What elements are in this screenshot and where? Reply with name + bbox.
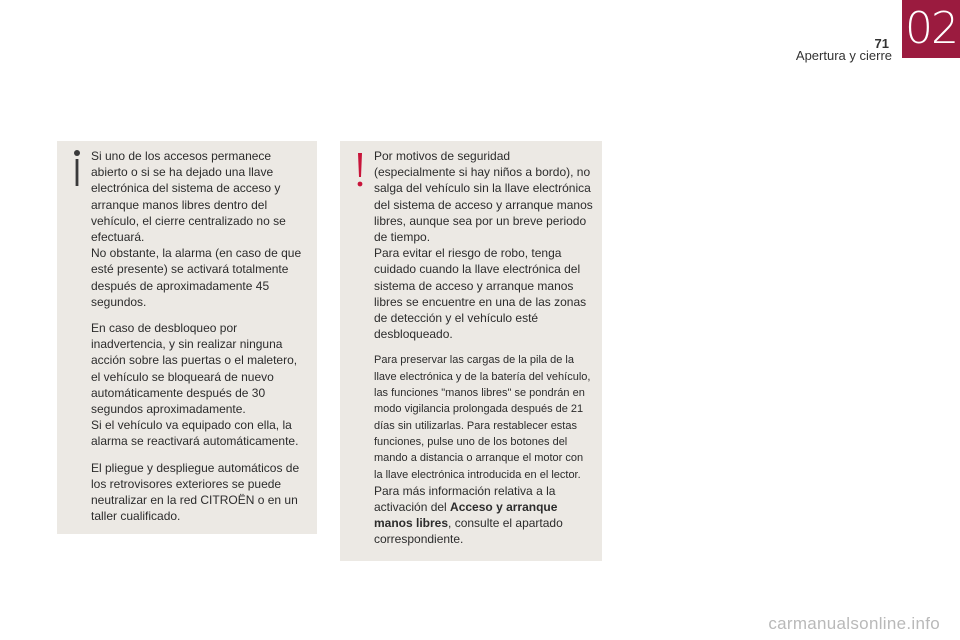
warning-paragraph-3-prefix: Para más información relativa a la activación del	[374, 483, 556, 515]
info-box	[57, 141, 317, 534]
warning-box	[340, 141, 602, 561]
info-icon	[67, 149, 87, 194]
page-number: 71	[874, 36, 889, 51]
info-paragraph-1: Si uno de los accesos permanece abierto o si se ha dejado una llave electrónica del sistema de acceso y arranque manos libres dentro del vehículo, el cierre centralizado no se efectuará. No obstante, la alarma (en caso de que esté presente) se activará totalmente después de aproximadamente 45 segundos.	[91, 149, 302, 309]
warning-icon	[350, 149, 370, 194]
info-paragraph-3: El pliegue y despliegue automáticos de los retrovisores exteriores se puede neutralizar en la red CITROËN o en un taller cualificado.	[91, 460, 300, 524]
warning-paragraph-3-bold: Acceso y arranque manos libres	[374, 500, 558, 531]
warning-paragraph-1: Por motivos de seguridad (especialmente si hay niños a bordo), no salga del vehículo sin la llave electrónica del sistema de acceso y arranque manos libres, aunque sea por un breve periodo de tiempo. Para evitar el riesgo de robo, tenga cuidado cuando la llave electrónica del sistema de acceso y arranque manos libres se encuentre en una de las zonas de detección y el vehículo esté desbloqueado.	[374, 149, 593, 342]
warning-paragraph-3	[374, 483, 594, 548]
info-paragraph-2: En caso de desbloqueo por inadvertencia, y sin realizar ninguna acción sobre las puertas o el maletero, el vehículo se bloqueará de nuevo automáticamente después de 30 segundos aproximadamente. Si el vehículo va equipado con ella, la alarma se reactivará automáticamente.	[91, 321, 299, 449]
watermark: carmanualsonline.info	[768, 614, 940, 633]
warning-paragraph-2: Para preservar las cargas de la pila de la llave electrónica y de la batería del vehículo, las funciones "manos libres" se pondrán en modo vigilancia prolongada después de 21 días sin utilizarlas. Para restablecer estas funciones, pulse uno de los botones del mando a distancia o arranque el motor con la llave electrónica introducida en el lector.	[374, 354, 591, 481]
chapter-tab: 02	[902, 0, 960, 58]
chapter-title: Apertura y cierre	[795, 48, 892, 63]
warning-paragraph-3-suffix: , consulte el apartado correspondiente.	[374, 516, 563, 547]
